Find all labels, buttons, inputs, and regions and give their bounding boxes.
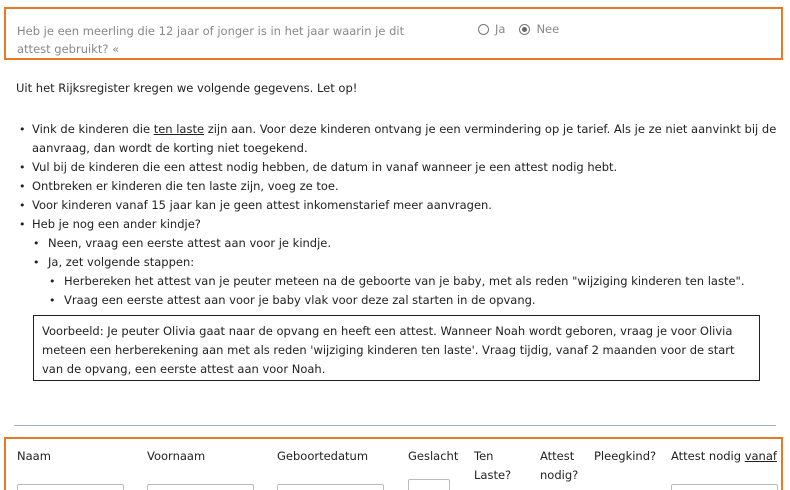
geboortedatum-input[interactable] <box>277 484 384 490</box>
list-item-text: Vink de kinderen die <box>32 122 154 136</box>
subsub-list <box>48 272 778 310</box>
ten-laste-link[interactable]: ten laste <box>153 122 205 136</box>
header-voornaam: Voornaam <box>147 449 206 463</box>
list-item: • Voor kinderen vanaf 15 jaar kan je geen attest inkomenstarief meer aanvragen. <box>18 196 778 215</box>
intro-text: Uit het Rijksregister kregen we volgende gegevens. Let op! <box>16 81 358 95</box>
question-text: Heb je een meerling die 12 jaar of jonger is in het jaar waarin je dit attest gebruikt? « <box>17 24 405 56</box>
voornaam-input[interactable] <box>147 484 254 490</box>
list-item-text: zijn aan. Voor deze kinderen ontvang je een vermindering op je tarief. Als je ze niet aanvinkt bij de aanvraag, dan wordt de korting niet toegekend. <box>32 122 777 155</box>
geslacht-select[interactable] <box>408 479 450 490</box>
radio-nee-label: Nee <box>536 22 560 36</box>
header-attest-vanaf-text: Attest nodig <box>671 449 745 463</box>
sub-list-item: • Neen, vraag een eerste attest aan voor je kindje. <box>32 234 778 253</box>
list-item: • Vul bij de kinderen die een attest nodig hebben, de datum in vanaf wanneer je een attest nodig hebt. <box>18 158 778 177</box>
header-geboortedatum: Geboortedatum <box>277 449 369 463</box>
radio-group <box>478 22 559 36</box>
sub-list-item-text: Ja, zet volgende stappen: <box>48 255 195 269</box>
header-ten-laste: Ten Laste? <box>474 449 512 482</box>
subsub-list-item: • Herbereken het attest van je peuter meteen na de geboorte van je baby, met als reden "wijziging kinderen ten laste". <box>48 272 778 291</box>
list-item <box>18 120 778 158</box>
header-attest-nodig: Attest nodig? <box>540 449 579 482</box>
radio-nee-icon[interactable] <box>519 24 530 35</box>
multiple-birth-question <box>4 7 783 60</box>
sub-list <box>32 234 778 310</box>
radio-option-ja[interactable] <box>478 22 505 36</box>
sub-list-item <box>32 253 778 310</box>
list-item-text: Heb je nog een ander kindje? <box>32 217 201 231</box>
naam-input[interactable] <box>17 484 124 490</box>
radio-option-nee[interactable] <box>519 22 559 36</box>
list-item <box>18 215 778 310</box>
attest-vanaf-input[interactable] <box>671 484 778 490</box>
vanaf-link[interactable]: vanaf <box>744 449 777 463</box>
list-item: • Ontbreken er kinderen die ten laste zijn, voeg ze toe. <box>18 177 778 196</box>
header-geslacht: Geslacht <box>408 449 459 463</box>
radio-ja-label: Ja <box>495 22 506 36</box>
radio-ja-icon[interactable] <box>478 24 489 35</box>
header-attest-vanaf <box>671 447 777 466</box>
header-pleegkind: Pleegkind? <box>594 449 657 463</box>
example-box: Voorbeeld: Je peuter Olivia gaat naar de opvang en heeft een attest. Wanneer Noah wordt geboren, vraag je voor Olivia meteen een herberekening aan met als reden 'wijziging kinderen ten laste'. Vraag tijdig, vanaf 2 maanden voor de start van de opvang, een eerste attest aan voor Noah. <box>33 315 760 381</box>
subsub-list-item: • Vraag een eerste attest aan voor je baby vlak voor deze zal starten in de opvang. <box>48 291 778 310</box>
children-table <box>4 437 783 490</box>
divider <box>14 425 776 426</box>
header-naam: Naam <box>17 449 51 463</box>
instructions-list <box>18 120 778 310</box>
